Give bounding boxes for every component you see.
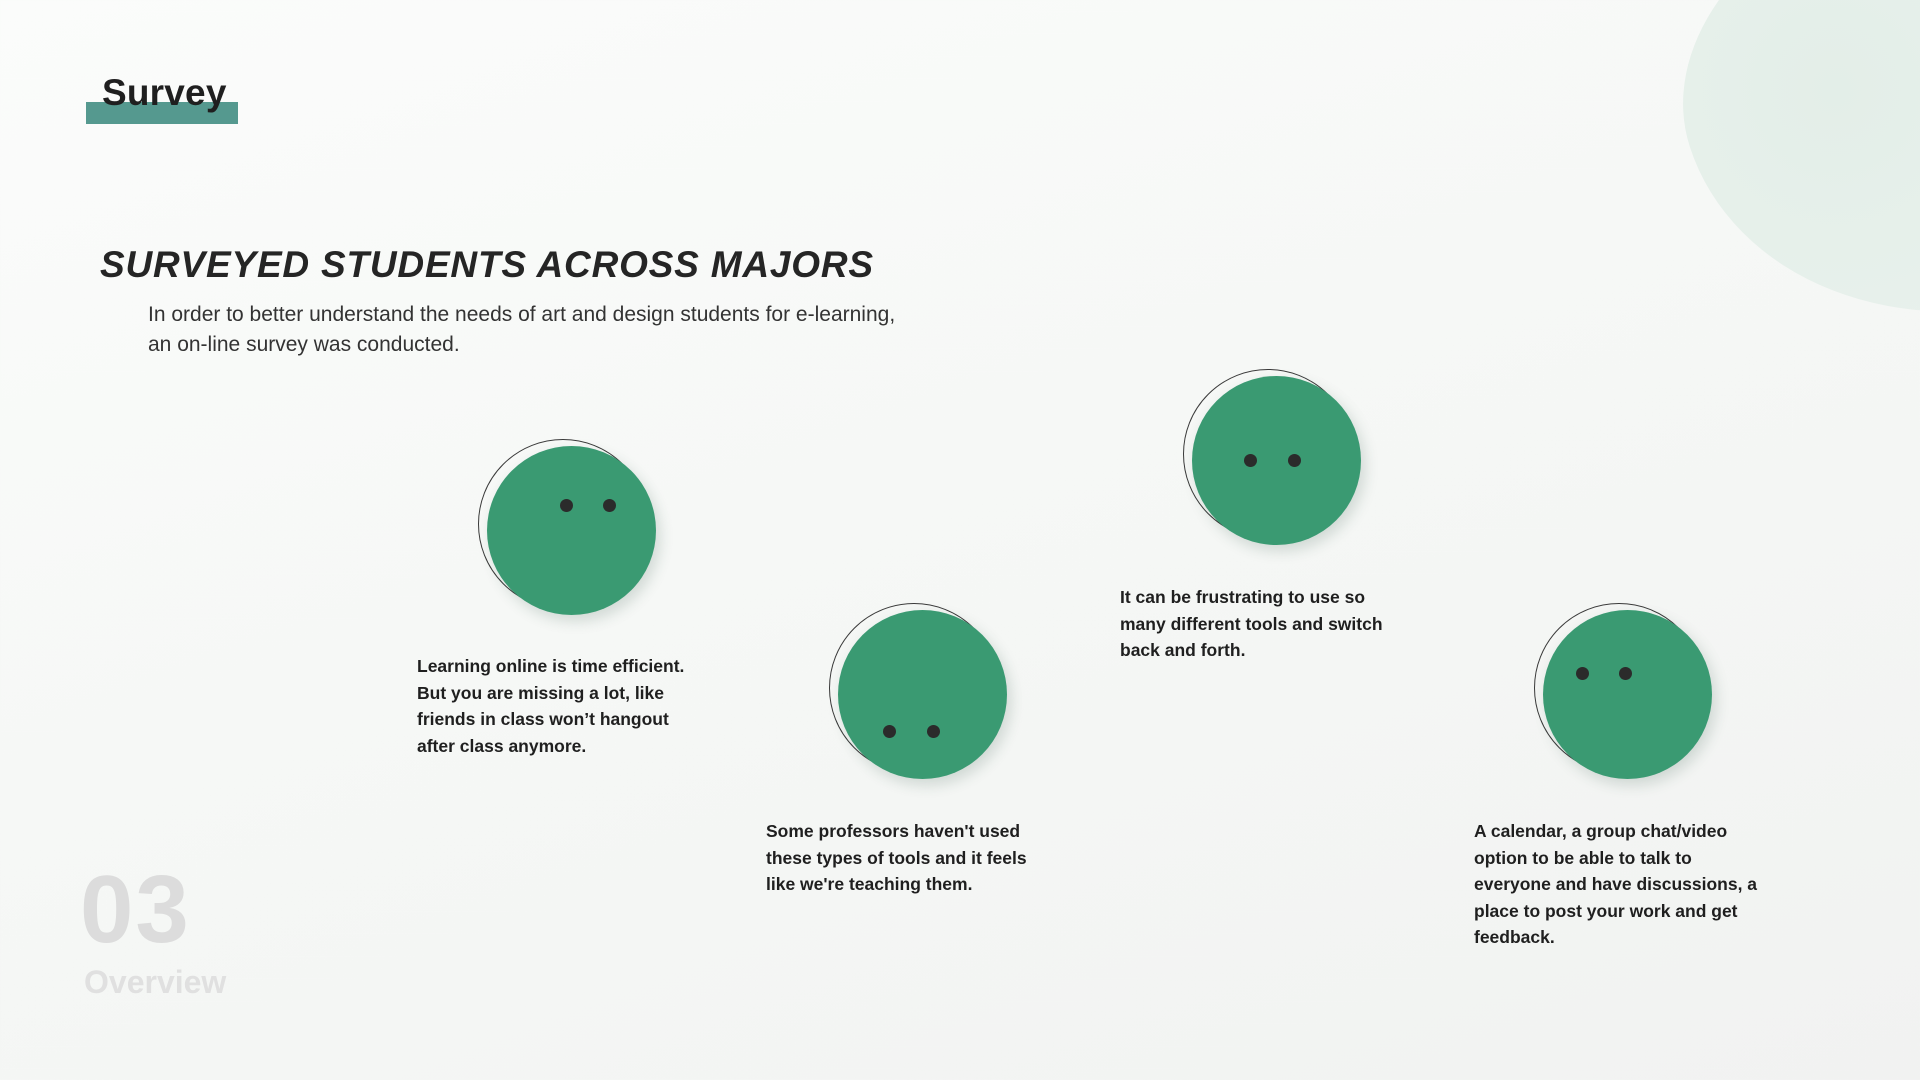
quote-line: Some professors haven't used	[766, 821, 1021, 841]
eye-icon	[883, 725, 896, 738]
eye-icon	[1576, 667, 1589, 680]
quote-line: these types of tools and it feels	[766, 847, 1027, 868]
page-number: 03	[80, 856, 191, 963]
face-icon-4	[1534, 603, 1714, 783]
quote-line: many different tools and switch	[1120, 613, 1383, 634]
quote-2	[766, 818, 1027, 898]
intro-line: an on-line survey was conducted.	[148, 333, 460, 356]
quote-line: back and forth.	[1120, 640, 1246, 660]
face-fill	[838, 610, 1007, 779]
quote-1	[417, 653, 684, 759]
eye-icon	[560, 499, 573, 512]
quote-4	[1474, 818, 1757, 951]
intro-line: In order to better understand the needs of art and design students for e-learning,	[148, 303, 896, 326]
decorative-corner-blob	[1633, 0, 1920, 390]
quote-line: option to be able to talk to	[1474, 847, 1692, 868]
face-fill	[1192, 376, 1361, 545]
eye-icon	[1619, 667, 1632, 680]
quote-line: A calendar, a group chat/video	[1474, 821, 1728, 841]
face-icon-1	[478, 439, 658, 619]
page-label: Overview	[84, 964, 227, 1000]
quote-line: But you are missing a lot, like	[417, 682, 665, 703]
quote-line: It can be frustrating to use so	[1120, 587, 1366, 607]
face-icon-2	[829, 603, 1009, 783]
face-fill	[487, 446, 656, 615]
face-fill	[1543, 610, 1712, 779]
quote-line: Learning online is time efficient.	[417, 656, 685, 676]
eye-icon	[1288, 454, 1301, 467]
quote-line: everyone and have discussions, a	[1474, 874, 1758, 894]
intro-paragraph	[148, 300, 988, 360]
eye-icon	[927, 725, 940, 738]
quote-line: like we're teaching them.	[766, 874, 973, 894]
quote-3	[1120, 584, 1383, 664]
section-title: Survey	[102, 72, 227, 113]
eye-icon	[603, 499, 616, 512]
quote-line: feedback.	[1474, 927, 1555, 947]
quote-line: friends in class won’t hangout	[417, 709, 669, 729]
quote-line: place to post your work and get	[1474, 900, 1738, 921]
slide-heading: SURVEYED STUDENTS ACROSS MAJORS	[100, 244, 874, 285]
face-icon-3	[1183, 369, 1363, 549]
eye-icon	[1244, 454, 1257, 467]
quote-line: after class anymore.	[417, 735, 587, 756]
